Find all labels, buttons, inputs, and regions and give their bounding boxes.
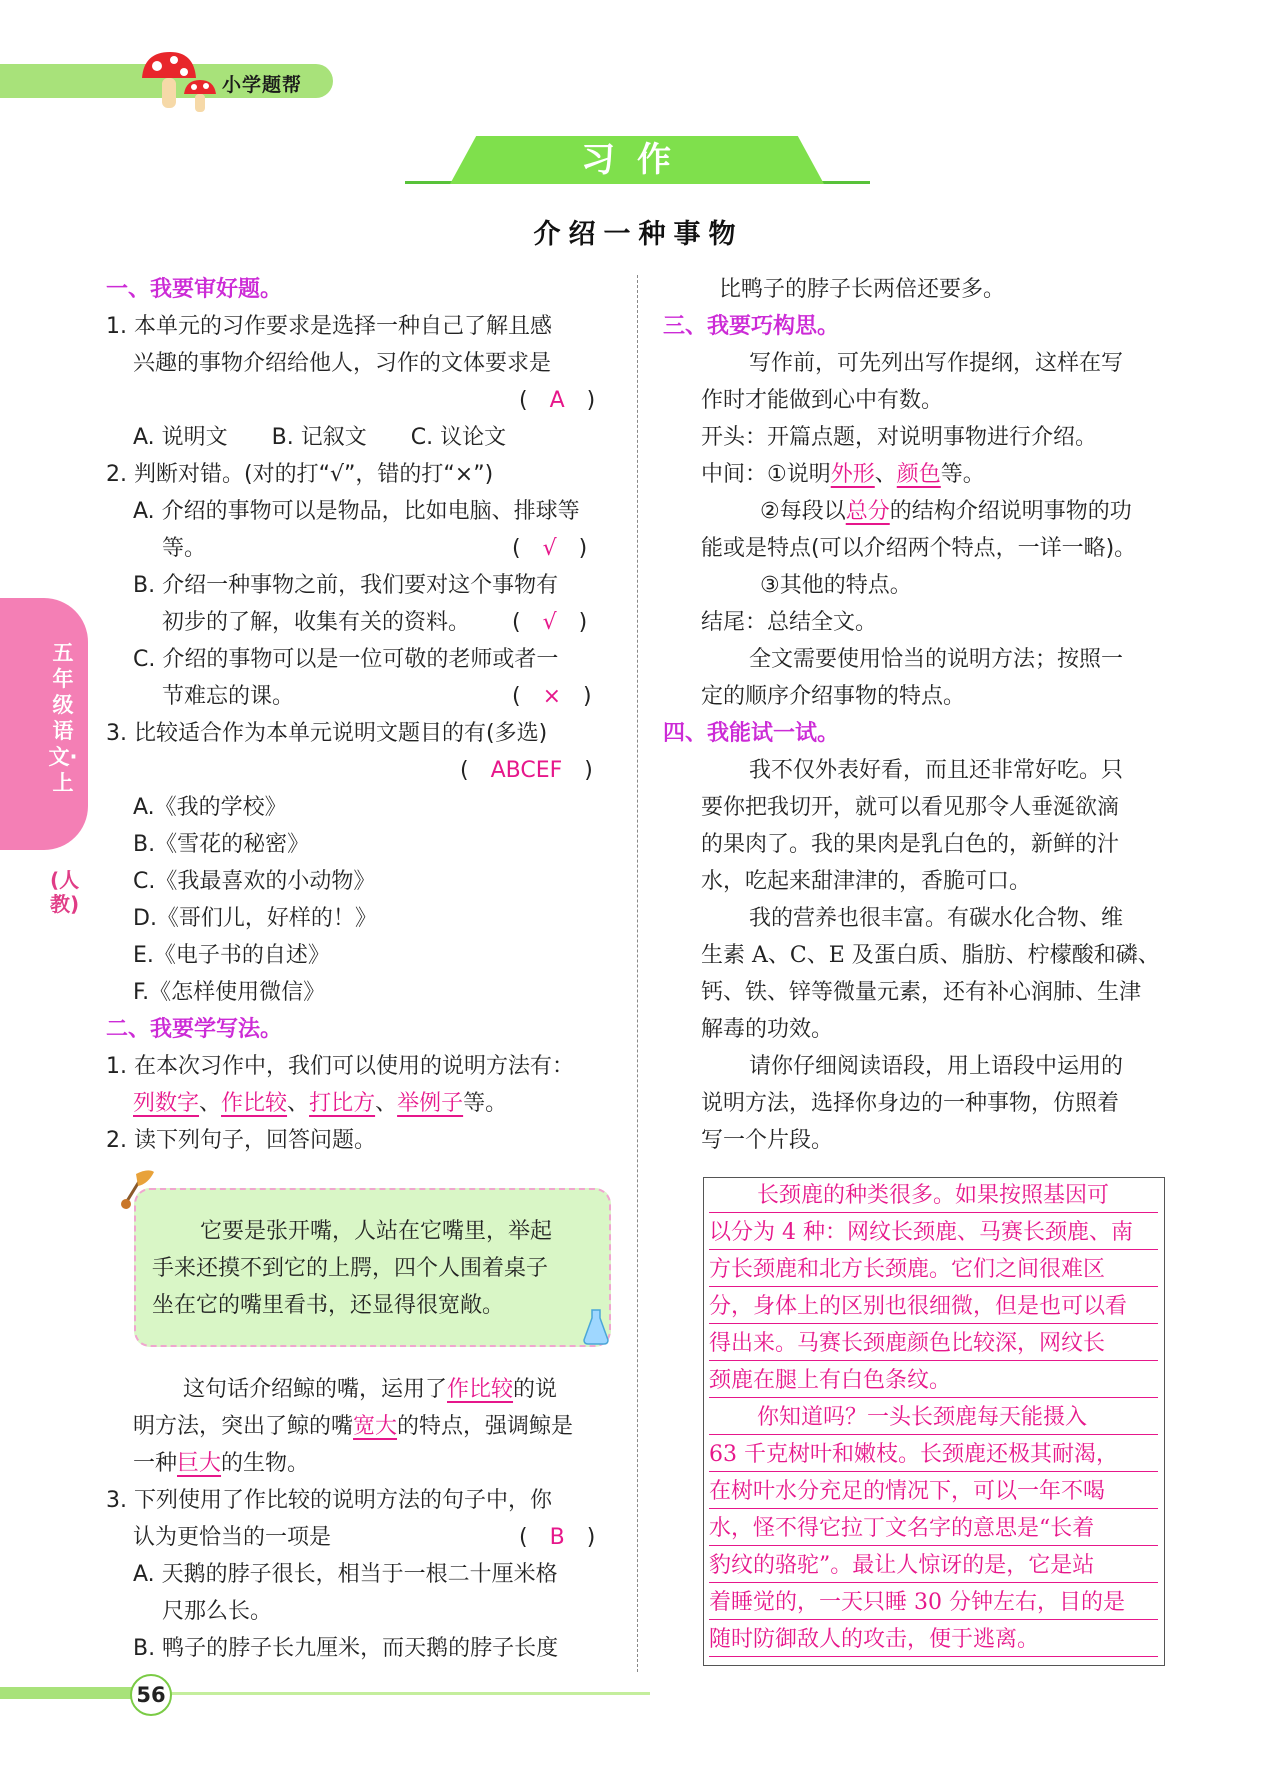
analysis-line3 — [133, 1449, 309, 1479]
q2c-line1: C. 介绍的事物可以是一位可敬的老师或者一 — [133, 647, 559, 672]
q1-answer: ( A ) — [519, 388, 596, 413]
essay-line: 得出来。马赛长颈鹿颜色比较深，网纹长 — [709, 1328, 1158, 1361]
w3-line2: 认为更恰当的一项是 — [133, 1525, 332, 1550]
quote-line: 它要是张开嘴，人站在它嘴里，举起 — [200, 1219, 553, 1244]
q3-option: B.《雪花的秘密》 — [133, 832, 310, 857]
w3-line1: 3. 下列使用了作比较的说明方法的句子中，你 — [106, 1488, 552, 1513]
sample-line: 要你把我切开，就可以看见那令人垂涎欲滴 — [701, 795, 1120, 820]
outline-text: 等。 — [940, 462, 985, 487]
mushroom-icon — [132, 46, 222, 116]
grade-label: 五年级语文·上 — [48, 641, 78, 795]
outline-line: 全文需要使用恰当的说明方法；按照一 — [749, 647, 1124, 672]
section-heading-1: 一、我要审好题。 — [106, 277, 283, 302]
q2b-answer-value: √ — [542, 610, 557, 635]
sample-line: 生素 A、C、E 及蛋白质、脂肪、柠檬酸和磷、 — [701, 943, 1160, 968]
q3-answer: ( ABCEF ) — [460, 758, 593, 783]
q3-option: F.《怎样使用微信》 — [133, 980, 326, 1005]
q2c-answer: ( × ) — [512, 684, 592, 709]
analysis-answer-1: 作比较 — [447, 1377, 514, 1402]
q2a-answer: ( √ ) — [512, 536, 588, 561]
q2b-line1: B. 介绍一种事物之前，我们要对这个事物有 — [133, 573, 559, 598]
method-2: 作比较 — [221, 1091, 288, 1116]
essay-line: 分，身体上的区别也很细微，但是也可以看 — [709, 1291, 1158, 1324]
q2a-answer-value: √ — [542, 536, 557, 561]
outline-text: 、 — [874, 462, 897, 487]
column-divider — [637, 275, 638, 1672]
page-subtitle: 介绍一种事物 — [533, 219, 744, 250]
w3b-line1: B. 鸭子的脖子长九厘米，而天鹅的脖子长度 — [133, 1636, 559, 1661]
analysis-text: 的特点，强调鲸是 — [397, 1414, 574, 1439]
page-number: 56 — [130, 1674, 172, 1716]
sample-line: 的果肉了。我的果肉是乳白色的，新鲜的汁 — [701, 832, 1120, 857]
outline-text: ②每段以 — [760, 499, 846, 524]
q3-option: D.《哥们儿，好样的！》 — [133, 906, 377, 931]
essay-line: 着睡觉的，一天只睡 30 分钟左右，目的是 — [709, 1587, 1158, 1620]
essay-line: 以分为 4 种：网纹长颈鹿、马赛长颈鹿、南 — [709, 1217, 1158, 1250]
q1-line2: 兴趣的事物介绍给他人，习作的文体要求是 — [133, 351, 552, 376]
q2c-answer-value: × — [542, 684, 562, 709]
sample-line: 我不仅外表好看，而且还非常好吃。只 — [749, 758, 1124, 783]
analysis-line2 — [133, 1412, 573, 1442]
analysis-text: 的说 — [513, 1377, 558, 1402]
analysis-answer-2: 宽大 — [353, 1414, 398, 1439]
outline-answer-2: 颜色 — [896, 462, 941, 487]
outline-middle-1 — [701, 460, 985, 490]
outline-answer-3: 总分 — [845, 499, 890, 524]
q3-answer-value: ABCEF — [490, 758, 563, 783]
q1-answer-value: A — [549, 388, 565, 413]
q2a-line1: A. 介绍的事物可以是物品，比如电脑、排球等 — [133, 499, 580, 524]
outline-line: 结尾：总结全文。 — [701, 610, 878, 635]
analysis-text: 一种 — [133, 1451, 178, 1476]
q3-prompt: 3. 比较适合作为本单元说明文题目的有(多选) — [106, 721, 548, 746]
w3a-line2: 尺那么长。 — [162, 1599, 273, 1624]
section-heading-4: 四、我能试一试。 — [663, 721, 840, 746]
essay-line: 方长颈鹿和北方长颈鹿。它们之间很难区 — [709, 1254, 1158, 1287]
q3-option: C.《我最喜欢的小动物》 — [133, 869, 376, 894]
section-heading-3: 三、我要巧构思。 — [663, 314, 840, 339]
quote-line: 手来还摸不到它的上腭，四个人围着桌子 — [152, 1256, 549, 1281]
method-4: 举例子 — [397, 1091, 464, 1116]
q2c-line2: 节难忘的课。 — [162, 684, 295, 709]
sample-line: 我的营养也很丰富。有碳水化合物、维 — [749, 906, 1124, 931]
essay-line: 你知道吗？一头长颈鹿每天能摄入 — [709, 1402, 1158, 1435]
w3b-line2: 比鸭子的脖子长两倍还要多。 — [719, 277, 1006, 302]
w1-prompt: 1. 在本次习作中，我们可以使用的说明方法有： — [106, 1054, 574, 1079]
analysis-answer-3: 巨大 — [177, 1451, 222, 1476]
method-3: 打比方 — [309, 1091, 376, 1116]
q3-option: A.《我的学校》 — [133, 795, 287, 820]
sample-line: 水，吃起来甜津津的，香脆可口。 — [701, 869, 1032, 894]
essay-line: 水，怪不得它拉丁文名字的意思是“长着 — [709, 1513, 1158, 1546]
essay-line: 长颈鹿的种类很多。如果按照基因可 — [709, 1180, 1158, 1213]
quote-line: 坐在它的嘴里看书，还显得很宽敞。 — [152, 1293, 505, 1318]
q3-option: E.《电子书的自述》 — [133, 943, 330, 968]
q1-options: A. 说明文 B. 记叙文 C. 议论文 — [133, 425, 507, 450]
analysis-text: 这句话介绍鲸的嘴，运用了 — [183, 1377, 448, 1402]
analysis-text: 的生物。 — [221, 1451, 310, 1476]
instruction-line: 请你仔细阅读语段，用上语段中运用的 — [749, 1054, 1124, 1079]
outline-line: 写作前，可先列出写作提纲，这样在写 — [749, 351, 1124, 376]
w3-answer-value: B — [549, 1525, 565, 1550]
w1-end: 等。 — [463, 1091, 508, 1116]
outline-line: 定的顺序介绍事物的特点。 — [701, 684, 966, 709]
section-heading-2: 二、我要学写法。 — [106, 1017, 283, 1042]
essay-line: 豹纹的骆驼”。最让人惊讶的是，它是站 — [709, 1550, 1158, 1583]
method-1: 列数字 — [133, 1091, 200, 1116]
sample-line: 钙、铁、锌等微量元素，还有补心润肺、生津 — [701, 980, 1142, 1005]
essay-line: 63 千克树叶和嫩枝。长颈鹿还极其耐渴， — [709, 1439, 1158, 1472]
outline-line: 作时才能做到心中有数。 — [701, 388, 944, 413]
w1-methods: 列数字、作比较、打比方、举例子等。 — [133, 1091, 508, 1116]
edition-label: (人教) — [50, 868, 80, 916]
w3-answer: ( B ) — [519, 1525, 596, 1550]
page-title: 习作 — [581, 140, 693, 180]
outline-text: 的结构介绍说明事物的功 — [889, 499, 1132, 524]
q1-line1: 1. 本单元的习作要求是选择一种自己了解且感 — [106, 314, 552, 339]
q2a-line2: 等。 — [162, 536, 207, 561]
outline-line: 能或是特点(可以介绍两个特点，一详一略)。 — [701, 536, 1137, 561]
sample-line: 解毒的功效。 — [701, 1017, 834, 1042]
outline-text: 中间：①说明 — [701, 462, 831, 487]
q2b-answer: ( √ ) — [512, 610, 588, 635]
essay-line: 在树叶水分充足的情况下，可以一年不喝 — [709, 1476, 1158, 1509]
footer-line — [160, 1692, 650, 1695]
analysis-line1 — [183, 1375, 557, 1405]
essay-line: 随时防御敌人的攻击，便于逃离。 — [709, 1624, 1158, 1657]
brand-name: 小学题帮 — [222, 74, 303, 96]
outline-line: ③其他的特点。 — [760, 573, 912, 598]
analysis-text: 明方法，突出了鲸的嘴 — [133, 1414, 354, 1439]
outline-answer-1: 外形 — [830, 462, 875, 487]
outline-middle-2 — [760, 497, 1132, 527]
essay-line: 颈鹿在腿上有白色条纹。 — [709, 1365, 1158, 1398]
q2-prompt: 2. 判断对错。(对的打“√”，错的打“×”) — [106, 462, 494, 487]
w3a-line1: A. 天鹅的脖子很长，相当于一根二十厘米格 — [133, 1562, 558, 1587]
instruction-line: 说明方法，选择你身边的一种事物，仿照着 — [701, 1091, 1120, 1116]
q2b-line2: 初步的了解，收集有关的资料。 — [162, 610, 471, 635]
instruction-line: 写一个片段。 — [701, 1128, 834, 1153]
footer-band — [0, 1687, 140, 1699]
w2-prompt: 2. 读下列句子，回答问题。 — [106, 1128, 376, 1153]
outline-line: 开头：开篇点题，对说明事物进行介绍。 — [701, 425, 1098, 450]
ink-bottle-icon — [580, 1306, 612, 1346]
